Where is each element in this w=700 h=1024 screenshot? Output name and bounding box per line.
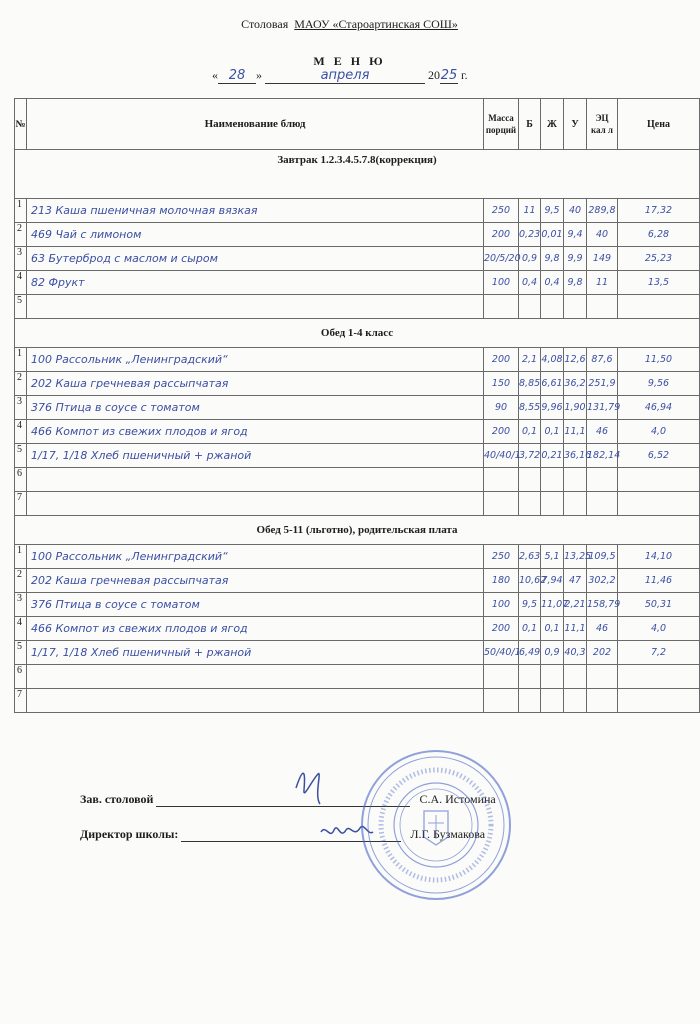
price-value: 46,94 — [618, 396, 700, 420]
school-seal-stamp — [356, 745, 516, 905]
portion-mass: 40/40/1 — [484, 444, 519, 468]
carbs-value: 40,3 — [564, 641, 587, 665]
carbs-value — [564, 295, 587, 319]
row-number: 4 — [15, 420, 27, 444]
col-price: Цена — [618, 99, 700, 150]
fat-value — [541, 492, 564, 516]
fat-value: 0,01 — [541, 223, 564, 247]
dish-name: 376 Птица в соусе с томатом — [27, 396, 484, 420]
energy-value: 87,6 — [587, 348, 618, 372]
menu-table-body — [15, 150, 700, 713]
protein-value — [519, 689, 541, 713]
fat-value — [541, 468, 564, 492]
energy-value: 182,14 — [587, 444, 618, 468]
director-label: Директор школы: — [80, 827, 179, 841]
section-title: Завтрак 1.2.3.4.5.7.8(коррекция) — [15, 150, 700, 199]
price-value — [618, 665, 700, 689]
date-year-prefix: 20 — [428, 68, 440, 82]
carbs-value — [564, 665, 587, 689]
row-number: 2 — [15, 372, 27, 396]
fat-value: 9,96 — [541, 396, 564, 420]
dish-name — [27, 689, 484, 713]
col-energy: ЭЦ кал л — [587, 99, 618, 150]
row-number: 2 — [15, 569, 27, 593]
fat-value: 0,21 — [541, 444, 564, 468]
portion-mass: 100 — [484, 593, 519, 617]
energy-value — [587, 295, 618, 319]
price-value: 17,32 — [618, 199, 700, 223]
protein-value: 0,1 — [519, 617, 541, 641]
energy-value: 251,9 — [587, 372, 618, 396]
fat-value: 5,1 — [541, 545, 564, 569]
protein-value: 0,4 — [519, 271, 541, 295]
price-value: 11,46 — [618, 569, 700, 593]
table-row — [15, 372, 700, 396]
energy-value: 131,79 — [587, 396, 618, 420]
carbs-value: 12,6 — [564, 348, 587, 372]
price-value: 14,10 — [618, 545, 700, 569]
price-value: 50,31 — [618, 593, 700, 617]
fat-value: 9,5 — [541, 199, 564, 223]
dish-name: 376 Птица в соусе с томатом — [27, 593, 484, 617]
protein-value — [519, 295, 541, 319]
energy-value: 202 — [587, 641, 618, 665]
dish-name: 202 Каша гречневая рассыпчатая — [27, 569, 484, 593]
portion-mass: 100 — [484, 271, 519, 295]
portion-mass: 180 — [484, 569, 519, 593]
table-row — [15, 271, 700, 295]
row-number: 5 — [15, 641, 27, 665]
price-value: 11,50 — [618, 348, 700, 372]
dish-name: 82 Фрукт — [27, 271, 484, 295]
protein-value: 8,55 — [519, 396, 541, 420]
table-row — [15, 689, 700, 713]
portion-mass: 200 — [484, 348, 519, 372]
table-row — [15, 223, 700, 247]
col-carbs: У — [564, 99, 587, 150]
portion-mass: 50/40/1 — [484, 641, 519, 665]
carbs-value: 40 — [564, 199, 587, 223]
fat-value: 0,9 — [541, 641, 564, 665]
dish-name: 100 Рассольник „Ленинградский“ — [27, 348, 484, 372]
portion-mass — [484, 665, 519, 689]
portion-mass: 90 — [484, 396, 519, 420]
portion-mass — [484, 689, 519, 713]
date-year-unit: г. — [461, 68, 468, 82]
price-value: 6,28 — [618, 223, 700, 247]
portion-mass: 250 — [484, 545, 519, 569]
energy-value: 40 — [587, 223, 618, 247]
table-row — [15, 247, 700, 271]
col-portion-mass: Масса порций — [484, 99, 519, 150]
canteen-manager-label: Зав. столовой — [80, 792, 154, 806]
table-row — [15, 665, 700, 689]
portion-mass — [484, 492, 519, 516]
row-number: 1 — [15, 199, 27, 223]
carbs-value — [564, 468, 587, 492]
dish-name: 1/17, 1/18 Хлеб пшеничный + ржаной — [27, 444, 484, 468]
row-number: 6 — [15, 665, 27, 689]
dish-name — [27, 665, 484, 689]
energy-value: 46 — [587, 617, 618, 641]
table-row — [15, 641, 700, 665]
protein-value: 2,1 — [519, 348, 541, 372]
energy-value: 149 — [587, 247, 618, 271]
date-close-quote: » — [256, 68, 262, 82]
portion-mass: 250 — [484, 199, 519, 223]
dish-name: 100 Рассольник „Ленинградский“ — [27, 545, 484, 569]
energy-value — [587, 492, 618, 516]
dish-name: 1/17, 1/18 Хлеб пшеничный + ржаной — [27, 641, 484, 665]
fat-value: 11,07 — [541, 593, 564, 617]
protein-value: 2,63 — [519, 545, 541, 569]
table-row — [15, 199, 700, 223]
section-title: Обед 1-4 класс — [15, 319, 700, 348]
fat-value — [541, 665, 564, 689]
section-header-row — [15, 150, 700, 199]
row-number: 3 — [15, 396, 27, 420]
date-year-suffix: 25 — [440, 68, 458, 83]
canteen-handwritten-signature — [288, 760, 338, 810]
section-title: Обед 5-11 (льготно), родительская плата — [15, 516, 700, 545]
energy-value — [587, 689, 618, 713]
energy-value: 302,2 — [587, 569, 618, 593]
price-value: 7,2 — [618, 641, 700, 665]
carbs-value: 9,8 — [564, 271, 587, 295]
portion-mass: 150 — [484, 372, 519, 396]
protein-value — [519, 492, 541, 516]
price-value — [618, 468, 700, 492]
carbs-value: 9,4 — [564, 223, 587, 247]
row-number: 6 — [15, 468, 27, 492]
protein-value: 0,1 — [519, 420, 541, 444]
date-month: апреля — [320, 68, 370, 83]
protein-value: 0,23 — [519, 223, 541, 247]
carbs-value: 36,2 — [564, 372, 587, 396]
title-prefix: Столовая — [241, 17, 289, 31]
col-fat: Ж — [541, 99, 564, 150]
fat-value: 9,8 — [541, 247, 564, 271]
table-row — [15, 569, 700, 593]
menu-heading: М Е Н Ю — [313, 54, 386, 68]
fat-value — [541, 689, 564, 713]
row-number: 3 — [15, 593, 27, 617]
menu-date — [212, 68, 468, 84]
table-row — [15, 593, 700, 617]
portion-mass: 200 — [484, 420, 519, 444]
energy-value — [587, 665, 618, 689]
energy-value: 158,79 — [587, 593, 618, 617]
row-number: 1 — [15, 348, 27, 372]
table-row — [15, 420, 700, 444]
dish-name — [27, 295, 484, 319]
row-number: 2 — [15, 223, 27, 247]
menu-table — [14, 98, 700, 713]
portion-mass — [484, 295, 519, 319]
col-dish-name: Наименование блюд — [27, 99, 484, 150]
carbs-value: 9,9 — [564, 247, 587, 271]
row-number: 5 — [15, 295, 27, 319]
carbs-value: 13,25 — [564, 545, 587, 569]
section-header-row — [15, 516, 700, 545]
portion-mass: 200 — [484, 617, 519, 641]
dish-name: 63 Бутерброд с маслом и сыром — [27, 247, 484, 271]
carbs-value — [564, 492, 587, 516]
dish-name — [27, 468, 484, 492]
protein-value: 0,9 — [519, 247, 541, 271]
table-row — [15, 348, 700, 372]
portion-mass: 200 — [484, 223, 519, 247]
table-row — [15, 396, 700, 420]
fat-value: 4,08 — [541, 348, 564, 372]
fat-value: 0,1 — [541, 420, 564, 444]
section-header-row — [15, 319, 700, 348]
date-day: 28 — [228, 68, 246, 83]
protein-value: 11 — [519, 199, 541, 223]
dish-name: 202 Каша гречневая рассыпчатая — [27, 372, 484, 396]
price-value — [618, 492, 700, 516]
carbs-value: 11,1 — [564, 617, 587, 641]
protein-value: 6,49 — [519, 641, 541, 665]
canteen-title — [0, 17, 699, 32]
dish-name — [27, 492, 484, 516]
carbs-value: 36,16 — [564, 444, 587, 468]
price-value: 4,0 — [618, 617, 700, 641]
dish-name: 213 Каша пшеничная молочная вязкая — [27, 199, 484, 223]
energy-value: 46 — [587, 420, 618, 444]
carbs-value: 1,90 — [564, 396, 587, 420]
table-row — [15, 492, 700, 516]
protein-value: 3,72 — [519, 444, 541, 468]
row-number: 7 — [15, 492, 27, 516]
dish-name: 466 Компот из свежих плодов и ягод — [27, 420, 484, 444]
row-number: 4 — [15, 617, 27, 641]
dish-name: 469 Чай с лимоном — [27, 223, 484, 247]
canteen-manager-name: С.А. Истомина — [419, 792, 496, 806]
school-name: МАОУ «Староартинская СОШ» — [294, 17, 458, 31]
table-row — [15, 545, 700, 569]
table-row — [15, 468, 700, 492]
table-row — [15, 444, 700, 468]
col-number: № — [15, 99, 27, 150]
fat-value: 0,4 — [541, 271, 564, 295]
price-value — [618, 689, 700, 713]
price-value — [618, 295, 700, 319]
carbs-value — [564, 689, 587, 713]
fat-value: 6,61 — [541, 372, 564, 396]
table-row — [15, 617, 700, 641]
carbs-value: 2,21 — [564, 593, 587, 617]
price-value: 6,52 — [618, 444, 700, 468]
price-value: 13,5 — [618, 271, 700, 295]
row-number: 7 — [15, 689, 27, 713]
row-number: 4 — [15, 271, 27, 295]
table-row — [15, 295, 700, 319]
fat-value: 0,1 — [541, 617, 564, 641]
protein-value: 10,62 — [519, 569, 541, 593]
energy-value: 109,5 — [587, 545, 618, 569]
energy-value: 289,8 — [587, 199, 618, 223]
portion-mass — [484, 468, 519, 492]
carbs-value: 47 — [564, 569, 587, 593]
carbs-value: 11,1 — [564, 420, 587, 444]
protein-value — [519, 665, 541, 689]
protein-value — [519, 468, 541, 492]
energy-value — [587, 468, 618, 492]
protein-value: 8,85 — [519, 372, 541, 396]
portion-mass: 20/5/20 — [484, 247, 519, 271]
fat-value — [541, 295, 564, 319]
table-header-row — [15, 99, 700, 150]
price-value: 9,56 — [618, 372, 700, 396]
director-name: Л.Г. Бузмакова — [410, 827, 486, 841]
price-value: 25,23 — [618, 247, 700, 271]
energy-value: 11 — [587, 271, 618, 295]
row-number: 1 — [15, 545, 27, 569]
protein-value: 9,5 — [519, 593, 541, 617]
row-number: 5 — [15, 444, 27, 468]
price-value: 4,0 — [618, 420, 700, 444]
row-number: 3 — [15, 247, 27, 271]
fat-value: 7,94 — [541, 569, 564, 593]
col-protein: Б — [519, 99, 541, 150]
dish-name: 466 Компот из свежих плодов и ягод — [27, 617, 484, 641]
date-open-quote: « — [212, 68, 218, 82]
